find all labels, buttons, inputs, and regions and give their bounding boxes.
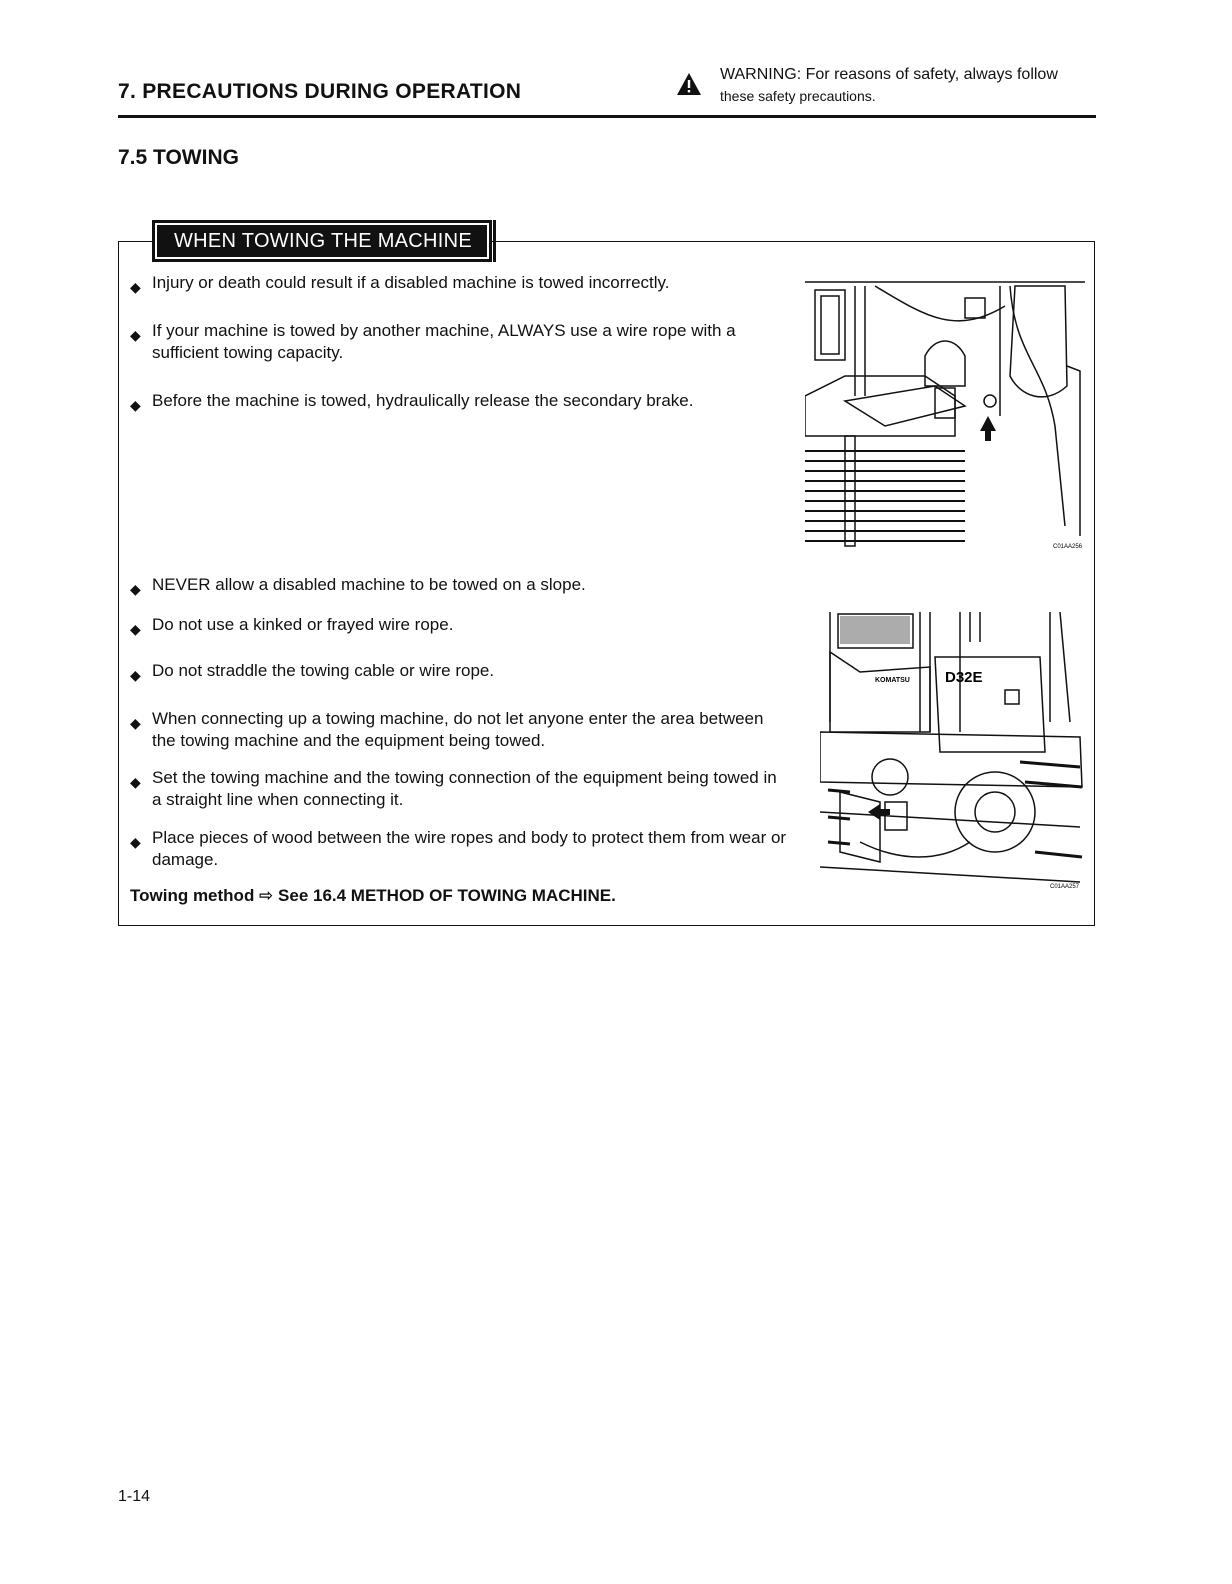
- list-item: ◆ Set the towing machine and the towing connection of the equipment being towed in a straight line when connecting it.: [130, 768, 777, 809]
- illustration-code: C01AA257: [1050, 884, 1080, 890]
- subsection-title: 7.5 TOWING: [118, 146, 239, 169]
- brake-release-illustration: [805, 276, 1085, 552]
- warning-text-line1: WARNING: For reasons of safety, always follow: [720, 66, 1058, 83]
- list-item: ◆ Do not straddle the towing cable or wire rope.: [130, 660, 790, 682]
- bullet-diamond-icon: ◆: [130, 667, 141, 683]
- model-label: D32E: [945, 669, 983, 686]
- bullet-diamond-icon: ◆: [130, 834, 141, 850]
- towing-method-reference: Towing method ⇨ See 16.4 METHOD OF TOWING MACHINE.: [130, 886, 616, 905]
- list-item: ◆ Do not use a kinked or frayed wire rope.: [130, 614, 790, 636]
- bullet-diamond-icon: ◆: [130, 621, 141, 637]
- bullet-diamond-icon: ◆: [130, 581, 141, 597]
- illustration-code: C01AA256: [1053, 544, 1083, 550]
- bullet-diamond-icon: ◆: [130, 715, 141, 731]
- warning-text-line2: these safety precautions.: [720, 88, 876, 104]
- warning-triangle-icon: [676, 72, 702, 96]
- brand-label: KOMATSU: [875, 677, 910, 684]
- page-number: 1-14: [118, 1488, 151, 1505]
- page-header: [118, 60, 1096, 118]
- bullet-diamond-icon: ◆: [130, 327, 141, 343]
- section-title: 7. PRECAUTIONS DURING OPERATION: [118, 80, 522, 103]
- bullet-diamond-icon: ◆: [130, 279, 141, 295]
- list-item: ◆ NEVER allow a disabled machine to be towed on a slope.: [130, 574, 790, 596]
- towing-point-illustration: [820, 612, 1088, 892]
- list-item: ◆ If your machine is towed by another machine, ALWAYS use a wire rope with a sufficient towing capacity.: [130, 321, 736, 362]
- list-item: ◆ Injury or death could result if a disabled machine is towed incorrectly.: [130, 272, 790, 294]
- list-item: ◆ Place pieces of wood between the wire ropes and body to protect them from wear or damage.: [130, 828, 787, 869]
- list-item: ◆ Before the machine is towed, hydraulically release the secondary brake.: [130, 390, 790, 412]
- list-item: ◆ When connecting up a towing machine, do not let anyone enter the area between the towing machine and the equipment being towed.: [130, 709, 764, 750]
- panel-title: WHEN TOWING THE MACHINE: [152, 220, 492, 262]
- bullet-diamond-icon: ◆: [130, 397, 141, 413]
- bullet-diamond-icon: ◆: [130, 774, 141, 790]
